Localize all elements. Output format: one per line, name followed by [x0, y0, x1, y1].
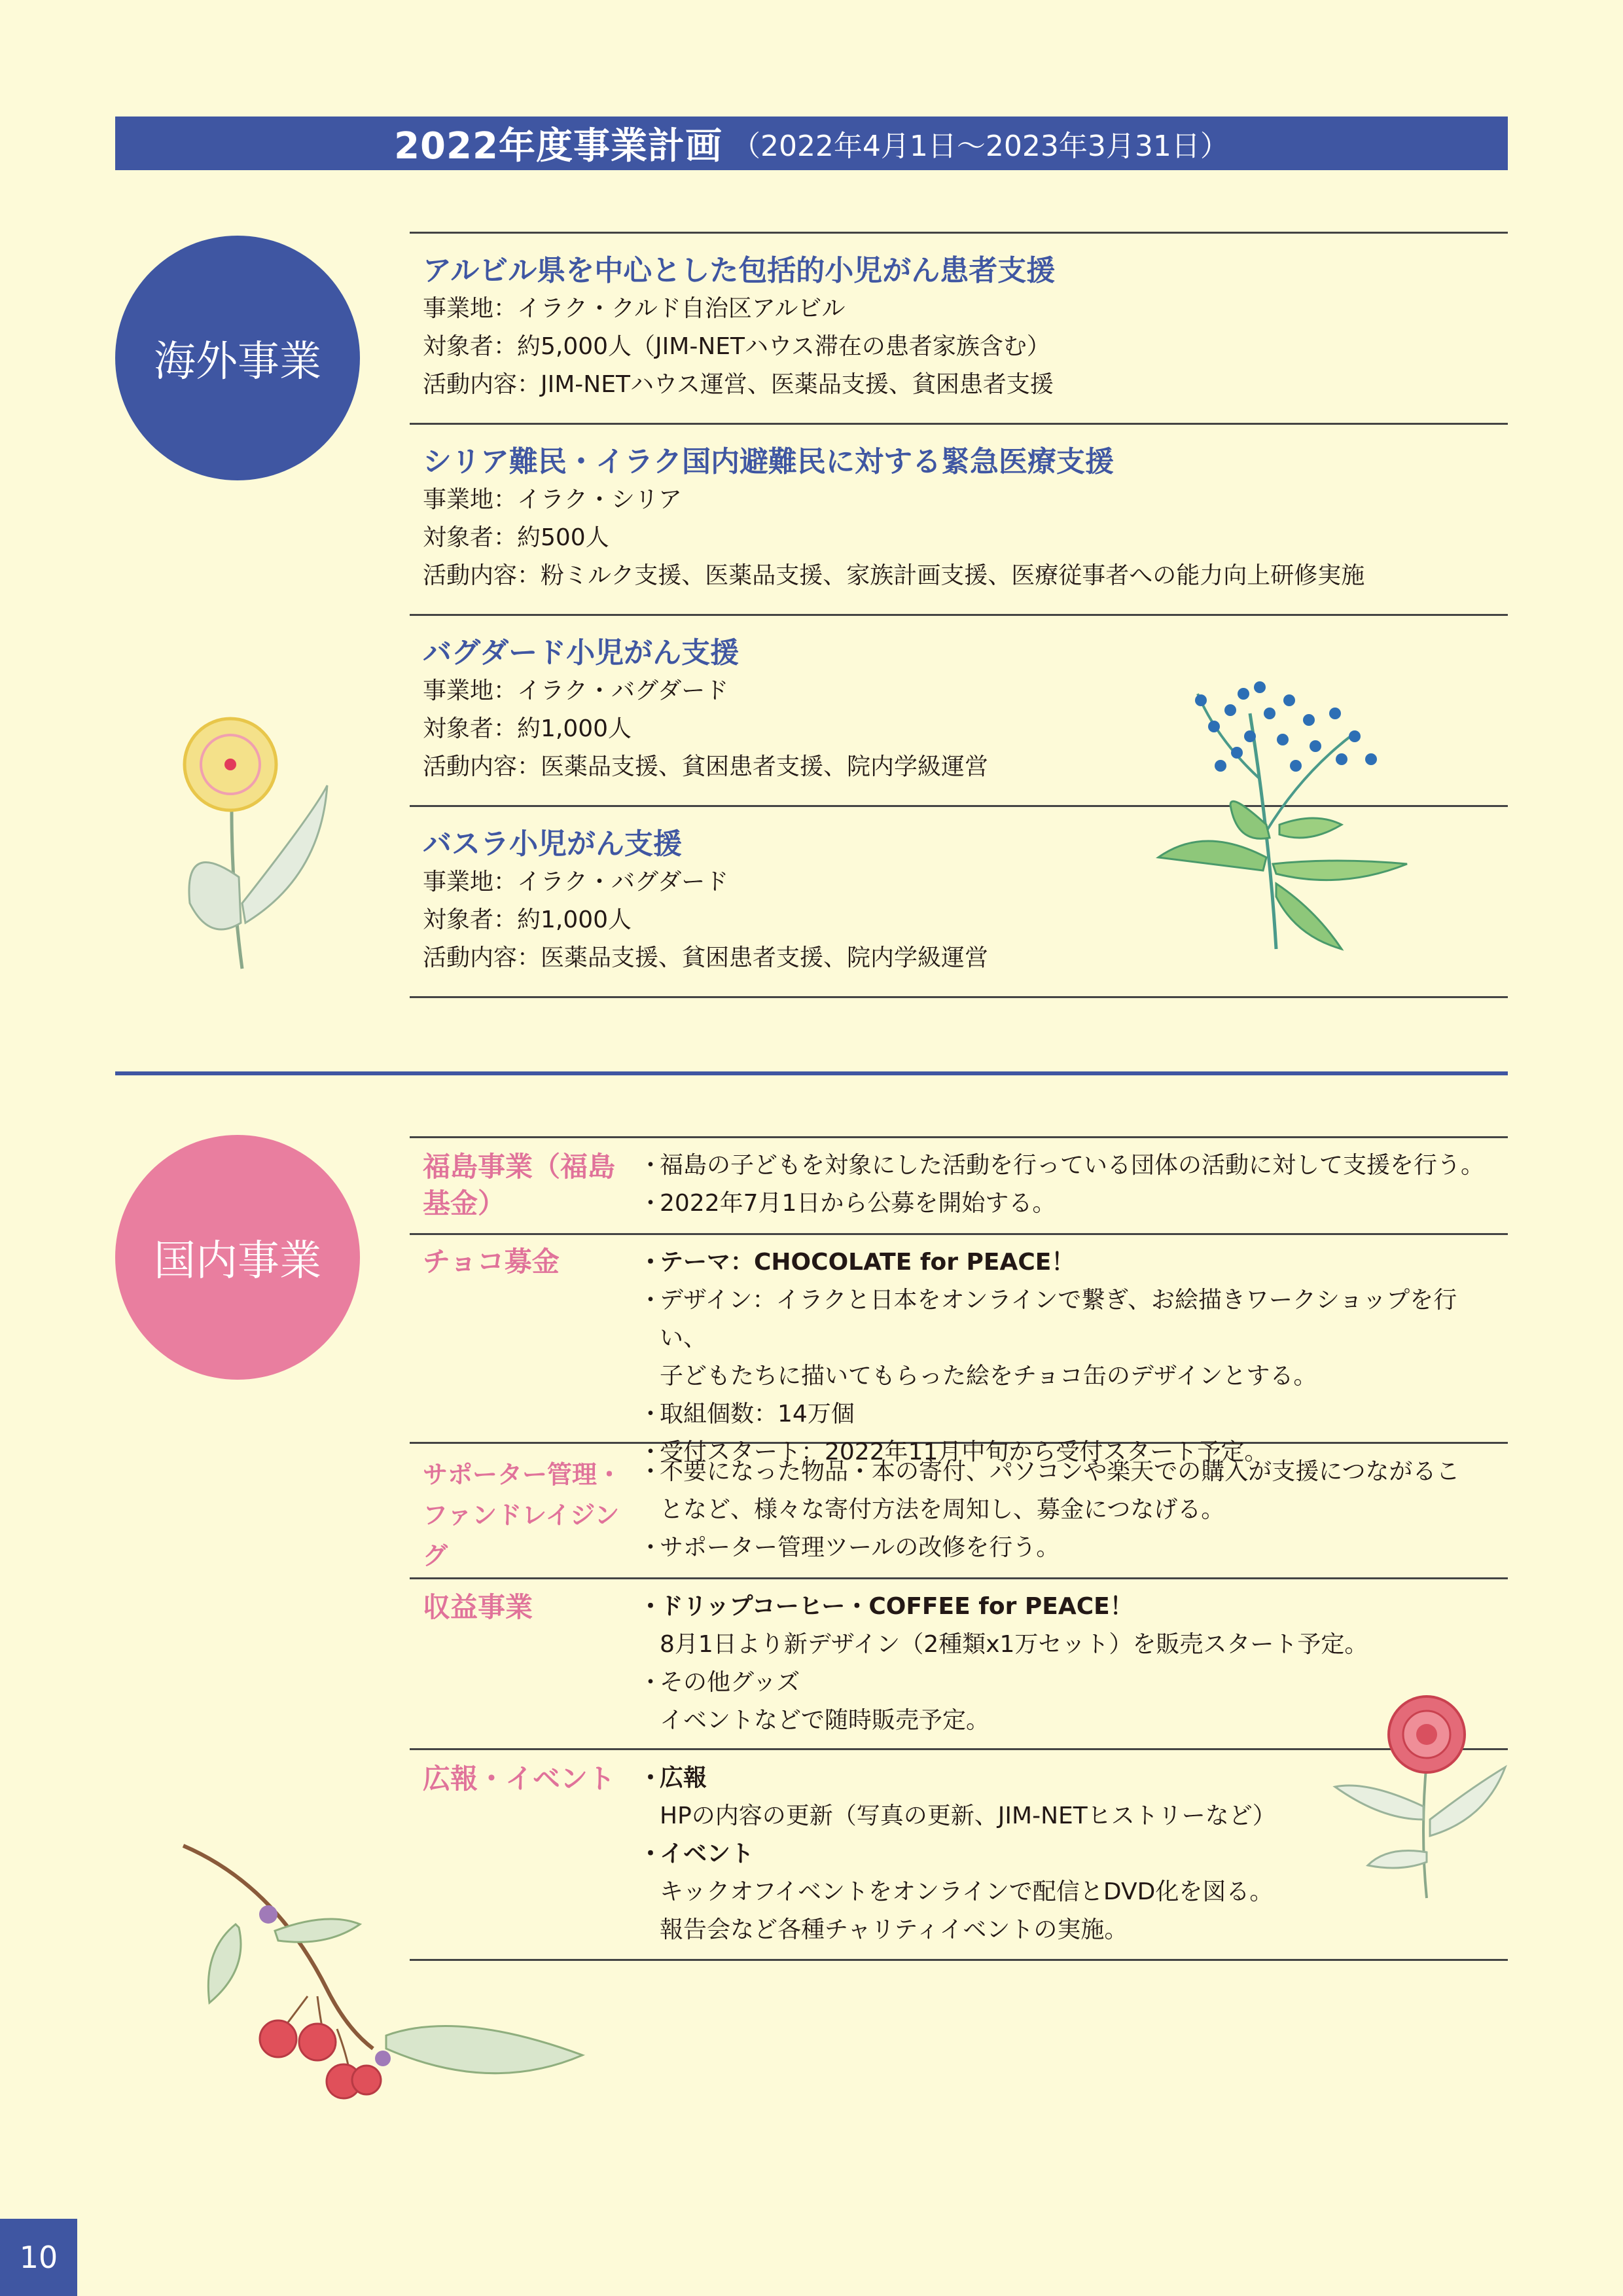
project-target: 対象者：約1,000人 [423, 906, 632, 933]
project-activities: 活動内容：医薬品支援、貧困患者支援、院内学級運営 [423, 753, 989, 780]
bullet-text: サポーター管理ツールの改修を行う。 [660, 1534, 1060, 1561]
bullet-text: 2022年7月1日から公募を開始する。 [660, 1190, 1056, 1217]
page-title-banner [115, 117, 1508, 170]
project-location: 事業地：イラク・バグダード [423, 677, 729, 704]
project-title: バグダード小児がん支援 [423, 636, 740, 670]
domestic-item-name: 広報・イベント [423, 1763, 616, 1795]
divider [410, 614, 1508, 616]
divider [410, 423, 1508, 425]
project-activities: 活動内容：粉ミルク支援、医薬品支援、家族計画支援、医療従事者への能力向上研修実施 [423, 562, 1365, 589]
divider [410, 1233, 1508, 1235]
bullet-text: その他グッズ [660, 1669, 800, 1696]
bullet-continuation: HPの内容の更新（写真の更新、JIM-NETヒストリーなど） [660, 1803, 1276, 1829]
bullet-continuation: となど、様々な寄付方法を周知し、募金につなげる。 [660, 1496, 1225, 1523]
domestic-item-name-line: サポーター管理・ [423, 1460, 622, 1489]
domestic-item-name: 収益事業 [423, 1591, 533, 1623]
page-title-period: （2022年4月1日～2023年3月31日） [731, 130, 1229, 163]
domestic-item-name: 福島事業（福島基金） [423, 1151, 616, 1219]
section-separator [115, 1071, 1508, 1075]
bullet-text: テーマ：CHOCOLATE for PEACE！ [660, 1249, 1075, 1276]
bullet-continuation: 報告会など各種チャリティイベントの実施。 [660, 1916, 1128, 1943]
divider [410, 996, 1508, 998]
domestic-item-body: ・ 広報 HPの内容の更新（写真の更新、JIM-NETヒストリーなど） ・ イベント キックオフイベントをオンラインで配信とDVD化を図る。 報告会など各種チャリティイベントの実施。 [636, 1759, 1500, 1949]
project-activities: 活動内容：医薬品支援、貧困患者支援、院内学級運営 [423, 944, 989, 971]
domestic-item-name [423, 1454, 632, 1576]
bullet-text: ドリップコーヒー・COFFEE for PEACE！ [660, 1593, 1133, 1620]
domestic-section-badge: 国内事業 [115, 1135, 360, 1380]
bullet-text: デザイン：イラクと日本をオンラインで繋ぎ、お絵描きワークショップを行い、 [660, 1287, 1457, 1352]
project-title: バスラ小児がん支援 [423, 827, 682, 861]
bullet-text: 受付スタート：2022年11月中旬から受付スタート予定。 [660, 1439, 1268, 1465]
bullet-continuation: キックオフイベントをオンラインで配信とDVD化を図る。 [660, 1878, 1274, 1905]
bullet-continuation: 8月1日より新デザイン（2種類x1万セット）を販売スタート予定。 [660, 1631, 1368, 1658]
overseas-project [423, 443, 1496, 595]
bullet-continuation: 子どもたちに描いてもらった絵をチョコ缶のデザインとする。 [660, 1363, 1317, 1390]
cherry-branch-illustration [177, 1833, 596, 2121]
divider [410, 1577, 1508, 1579]
bullet-text: 広報 [660, 1765, 707, 1791]
project-title: アルビル県を中心とした包括的小児がん患者支援 [423, 254, 1056, 287]
bullet-text: 不要になった物品・本の寄付、パソコンや楽天での購入が支援につながるこ [660, 1458, 1460, 1485]
divider [410, 1136, 1508, 1138]
project-location: 事業地：イラク・バグダード [423, 869, 729, 895]
project-target: 対象者：約1,000人 [423, 715, 632, 742]
project-target: 対象者：約5,000人（JIM-NETハウス滞在の患者家族含む） [423, 333, 1050, 360]
page-title: 2022年度事業計画 [394, 125, 722, 168]
bullet-continuation: イベントなどで随時販売予定。 [660, 1707, 990, 1734]
red-rose-illustration [1329, 1689, 1512, 1905]
domestic-item-name: チョコ募金 [423, 1246, 560, 1278]
blue-berry-plant-illustration [1145, 674, 1433, 956]
bullet-text: 福島の子どもを対象にした活動を行っている団体の活動に対して支援を行う。 [660, 1152, 1485, 1179]
yellow-flower-illustration [170, 707, 340, 982]
bullet-text: 取組個数：14万個 [660, 1401, 855, 1427]
bullet-text: イベント [660, 1840, 755, 1867]
overseas-project [423, 252, 1496, 404]
domestic-item-body: ・ ドリップコーヒー・COFFEE for PEACE！ 8月1日より新デザイン（2種類x1万セット）を販売スタート予定。 ・ その他グッズ イベントなどで随時販売予定。 [636, 1588, 1500, 1740]
page-number: 10 [0, 2219, 77, 2296]
domestic-item-body: ・ 福島の子どもを対象にした活動を行っている団体の活動に対して支援を行う。 ・ 2022年7月1日から公募を開始する。 [639, 1152, 1485, 1217]
project-title: シリア難民・イラク国内避難民に対する緊急医療支援 [423, 445, 1114, 478]
domestic-item-body: ・ 不要になった物品・本の寄付、パソコンや楽天での購入が支援につながるこ となど、様々な寄付方法を周知し、募金につなげる。 ・ サポーター管理ツールの改修を行う。 [636, 1453, 1500, 1567]
domestic-item-body: ・ テーマ：CHOCOLATE for PEACE！ ・ デザイン：イラクと日本をオンラインで繋ぎ、お絵描きワークショップを行い、 子どもたちに描いてもらった絵をチョコ缶のデザインとする。 ・ 取組個数：14万個 ・ 受付スタート：2022年11月中旬から受付スタート予定。 [636, 1244, 1500, 1471]
project-target: 対象者：約500人 [423, 524, 609, 551]
domestic-item-name-line: ファンドレイジング [423, 1501, 620, 1570]
project-location: 事業地：イラク・シリア [423, 486, 683, 513]
project-location: 事業地：イラク・クルド自治区アルビル [423, 295, 846, 322]
overseas-section-badge: 海外事業 [115, 236, 360, 480]
project-activities: 活動内容：JIM-NETハウス運営、医薬品支援、貧困患者支援 [423, 371, 1054, 398]
divider [410, 232, 1508, 234]
